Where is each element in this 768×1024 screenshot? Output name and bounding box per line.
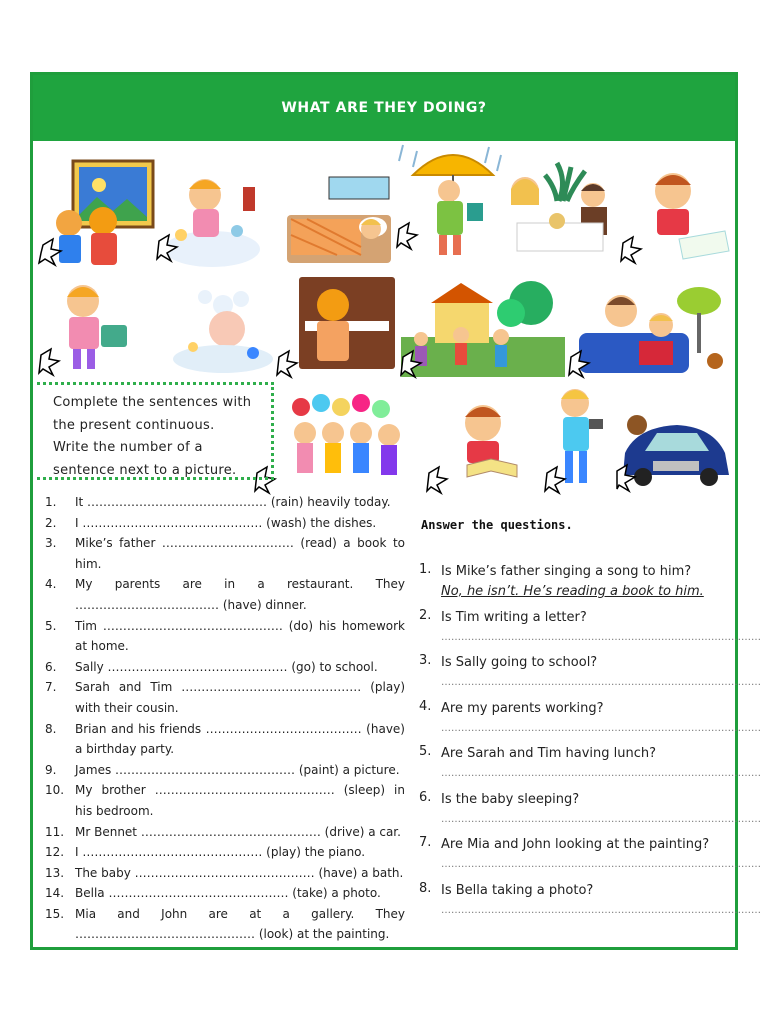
title-banner: [33, 75, 735, 141]
sentence-item: [45, 657, 405, 678]
question-item: [419, 880, 761, 927]
question-item: [419, 698, 761, 745]
question-list: [419, 562, 761, 926]
sentence-item: [45, 760, 405, 781]
sentence-text: I ……………………………………… (wash) the dishes.: [75, 515, 377, 530]
sentence-text: Mike’s father …………………………… (read) a book to him.: [75, 536, 405, 571]
question-text: Are Sarah and Tim having lunch?: [441, 746, 657, 761]
children-in-garden: [401, 277, 565, 381]
sentence-item: [45, 842, 405, 863]
sentence-number: 3.: [45, 536, 57, 551]
sentence-text: Mia and John are at a gallery. They ……………………………………… (look) at the painting.: [75, 906, 405, 942]
sentence-item: [45, 719, 405, 760]
baby-in-bathtub: [153, 283, 279, 379]
sentence-item: [45, 533, 405, 574]
sentence-number: 4.: [45, 577, 57, 592]
sentence-item: [45, 780, 405, 821]
child-sleeping-in-bed: [277, 175, 397, 271]
sentence-number: 9.: [45, 762, 57, 777]
sentence-number: 1.: [45, 495, 57, 509]
sentence-item: [45, 822, 405, 843]
sentence-item: [45, 904, 405, 945]
sentence-item: [45, 492, 405, 513]
question-text: Is Sally going to school?: [441, 655, 598, 670]
sentence-text: It ……………………………………… (rain) heavily today.: [75, 495, 391, 509]
question-item: [419, 744, 761, 790]
question-item: [419, 789, 761, 836]
sentence-text: Mr Bennet ……………………………………… (drive) a car.: [75, 824, 401, 839]
sentence-number: 10.: [45, 783, 65, 798]
page-title: WHAT ARE THEY DOING?: [281, 100, 487, 116]
question-text: Is Mike’s father singing a song to him?: [441, 564, 692, 579]
sentence-item: [45, 677, 405, 718]
sentence-number: 15.: [45, 906, 65, 921]
sentence-item: [45, 513, 405, 534]
question-item: [419, 607, 761, 654]
baby-splashing-bath: [157, 171, 267, 271]
question-number: 5.: [419, 744, 432, 759]
question-number: 7.: [419, 835, 432, 850]
sentence-text: James ……………………………………… (paint) a picture.: [75, 762, 400, 777]
answer-line[interactable]: ……………………………………………………………………………………: [441, 631, 761, 643]
sentence-number: 5.: [45, 618, 57, 633]
boy-reading-book: [427, 399, 537, 497]
answer-line[interactable]: ……………………………………………………………………………………: [441, 813, 761, 825]
girl-with-umbrella-in-rain: [397, 141, 509, 269]
answer-line[interactable]: ……………………………………………………………………………………: [441, 768, 761, 779]
sentence-text: Brian and his friends ………………………………… (have) a birthday party.: [75, 721, 405, 757]
question-item: [419, 653, 761, 699]
question-number: 3.: [419, 653, 432, 668]
question-number: 8.: [419, 880, 432, 896]
sentence-text: My brother ……………………………………… (sleep) in his bedroom.: [75, 783, 405, 818]
man-driving-car: [617, 409, 735, 499]
sentence-text: My parents are in a restaurant. They ……………………………… (have) dinner.: [75, 577, 405, 612]
sentence-item: [45, 574, 405, 615]
worksheet-frame: [30, 72, 761, 950]
sentence-text: Sally ……………………………………… (go) to school.: [75, 659, 378, 674]
instruction-line: the present continuous.: [53, 417, 215, 433]
sentence-item: [45, 863, 405, 884]
sentence-text: I ……………………………………… (play) the piano.: [75, 845, 366, 860]
question-text: Is the baby sleeping?: [441, 791, 580, 807]
sentence-text: The baby ……………………………………… (have) a bath.: [75, 865, 404, 880]
sentence-text: Sarah and Tim ……………………………………… (play) with their cousin.: [75, 680, 405, 715]
sentence-number: 11.: [45, 824, 65, 839]
instruction-line: Write the number of a: [53, 440, 203, 455]
sentence-number: 2.: [45, 515, 57, 530]
boy-doing-homework: [621, 167, 733, 271]
question-text: Are Mia and John looking at the painting?: [441, 837, 710, 852]
girl-walking-to-school: [39, 275, 151, 381]
answer-example: No, he isn’t. He’s reading a book to him.: [441, 584, 704, 599]
couple-dining-at-restaurant: [497, 161, 625, 265]
sentence-number: 8.: [45, 721, 57, 736]
question-number: 1.: [419, 562, 432, 577]
instructions-box: [37, 382, 274, 480]
question-text: Is Bella taking a photo?: [441, 882, 594, 898]
question-text: Is Tim writing a letter?: [441, 609, 587, 625]
sentence-number: 12.: [45, 845, 65, 860]
sentence-item: [45, 616, 405, 657]
answer-line[interactable]: ……………………………………………………………………………………: [441, 904, 761, 916]
sentence-text: Tim ……………………………………… (do) his homework at home.: [75, 618, 405, 654]
birthday-party-children: [255, 393, 425, 497]
question-item: [419, 562, 739, 608]
sentence-text: Bella ……………………………………… (take) a photo.: [75, 886, 381, 901]
sentence-list: [45, 492, 405, 945]
answer-line[interactable]: ……………………………………………………………………………………: [441, 677, 761, 688]
question-number: 2.: [419, 607, 432, 623]
question-number: 4.: [419, 698, 432, 714]
answers-heading: Answer the questions.: [421, 518, 573, 532]
girl-playing-piano: [277, 275, 399, 381]
sentence-number: 14.: [45, 886, 65, 901]
sentence-number: 13.: [45, 865, 65, 880]
sentence-item: [45, 883, 405, 904]
question-item: [419, 835, 761, 881]
father-reading-to-son: [569, 281, 729, 381]
answer-line[interactable]: ……………………………………………………………………………………: [441, 859, 761, 870]
instruction-line: Complete the sentences with: [53, 395, 252, 410]
sentence-number: 7.: [45, 680, 57, 695]
girl-taking-photo: [545, 385, 611, 501]
question-text: Are my parents working?: [441, 700, 604, 716]
question-number: 6.: [419, 789, 432, 805]
answer-line[interactable]: ……………………………………………………………………………………: [441, 722, 761, 734]
instruction-line: sentence next to a picture.: [53, 462, 237, 478]
boy-painting-picture: [39, 159, 159, 271]
sentence-number: 6.: [45, 659, 57, 674]
